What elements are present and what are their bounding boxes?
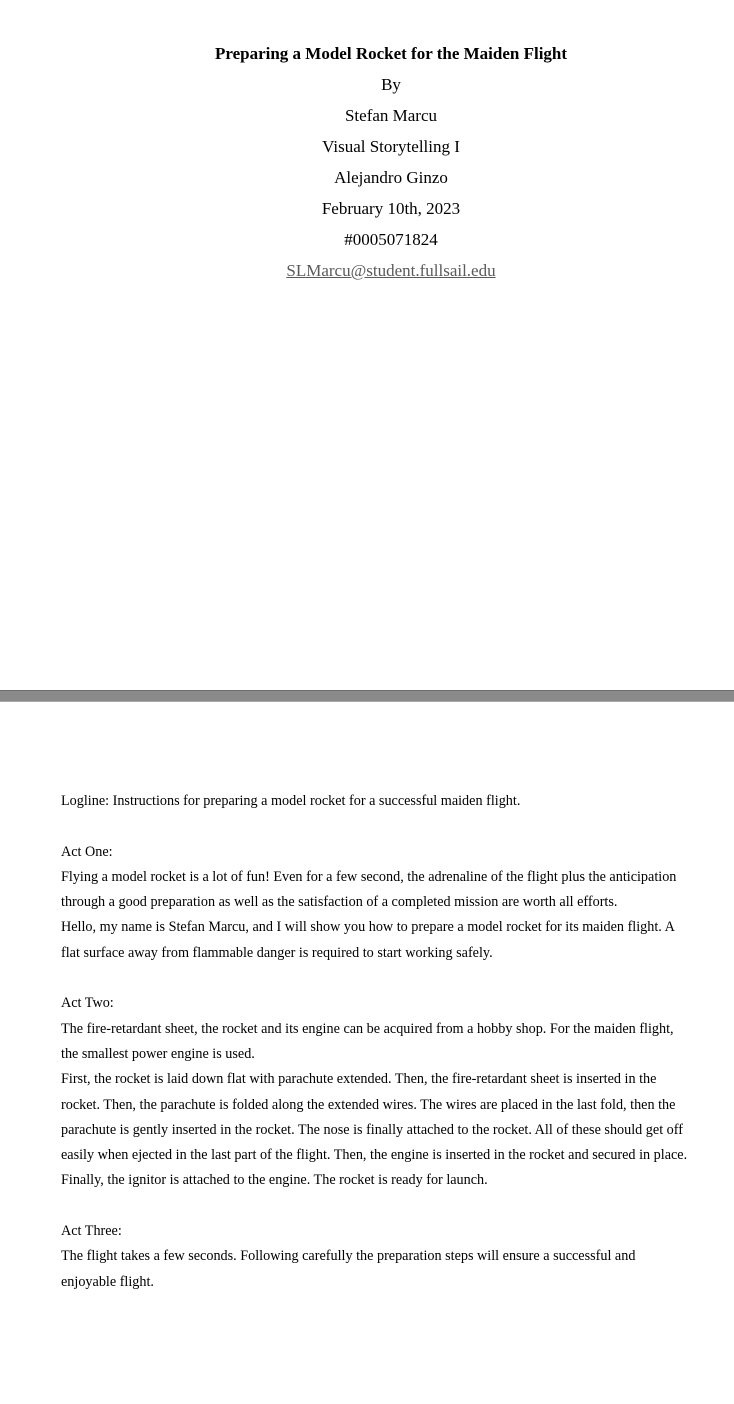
- document-body: [61, 789, 691, 1295]
- document-date: February 10th, 2023: [321, 199, 461, 218]
- cover-title-block: [0, 40, 734, 288]
- course-name: Visual Storytelling I: [322, 137, 460, 156]
- document-title: Preparing a Model Rocket for the Maiden Flight: [214, 44, 568, 63]
- page-break-divider: [0, 690, 734, 702]
- act-two-heading: Act Two:: [61, 995, 114, 1012]
- by-line: By: [381, 75, 401, 94]
- instructor-name: Alejandro Ginzo: [334, 168, 448, 187]
- logline: Logline: Instructions for preparing a model rocket for a successful maiden flight.: [61, 793, 521, 809]
- act-three-paragraph: The flight takes a few seconds. Following carefully the preparation steps will ensure a successful and enjoyable flight.: [61, 1248, 636, 1290]
- author-name: Stefan Marcu: [344, 106, 438, 125]
- act-two-paragraph: The fire-retardant sheet, the rocket and its engine can be acquired from a hobby shop. For the maiden flight, the smallest power engine is used.: [61, 1020, 674, 1062]
- student-id: #0005071824: [344, 230, 438, 249]
- cover-page: [0, 0, 734, 690]
- act-one-paragraph: Flying a model rocket is a lot of fun! Even for a few second, the adrenaline of the flight plus the anticipation through a good preparation as well as the satisfaction of a completed mission are worth all efforts.: [61, 868, 677, 911]
- content-page: [0, 702, 734, 1404]
- act-three-heading: Act Three:: [61, 1223, 122, 1240]
- act-one-paragraph: Hello, my name is Stefan Marcu, and I will show you how to prepare a model rocket for its maiden flight. A flat surface away from flammable danger is required to start working safely.: [61, 919, 675, 961]
- email-link[interactable]: SLMarcu@student.fullsail.edu: [286, 261, 496, 280]
- act-two-paragraph: First, the rocket is laid down flat with parachute extended. Then, the fire-retardant sheet is inserted in the rocket. Then, the parachute is folded along the extended wires. The wires are placed in the last fold, then the parachute is gently inserted in the rocket. The nose is finally attached to the rocket. All of these should get off easily when ejected in the last part of the flight. Then, the engine is inserted in the rocket and secured in place. Finally, the ignitor is attached to the engine. The rocket is ready for launch.: [61, 1071, 688, 1189]
- act-one-heading: Act One:: [61, 843, 113, 860]
